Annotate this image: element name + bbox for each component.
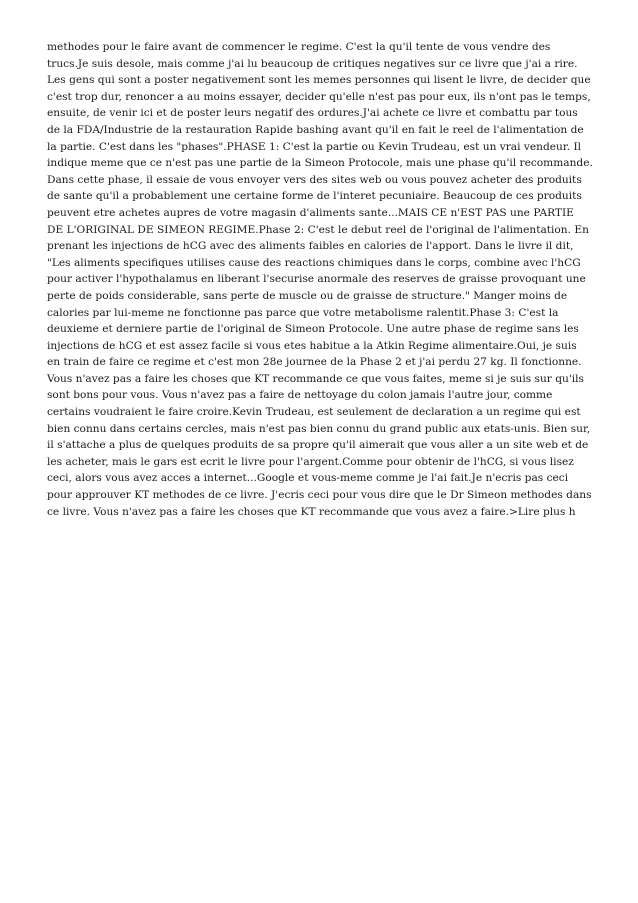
text-line: calories par lui-meme ne fonctionne pas parce que votre metabolisme ralentit.Phase 3: C'est la <box>47 306 559 319</box>
text-line: prenant les injections de hCG avec des aliments faibles en calories de l'apport. Dans le livre il dit, <box>47 240 574 253</box>
text-line: trucs.Je suis desole, mais comme j'ai lu beaucoup de critiques negatives sur ce livre que j'ai a rire. <box>47 57 578 70</box>
text-line: de la FDA/Industrie de la restauration Rapide bashing avant qu'il en fait le reel de l'alimentation de <box>47 123 584 136</box>
text-line: de sante qu'il a probablement une certaine forme de l'interet pecuniaire. Beaucoup de ces produits <box>47 190 582 203</box>
text-line: les acheter, mais le gars est ecrit le livre pour l'argent.Comme pour obtenir de l'hCG, si vous lisez <box>47 455 574 468</box>
text-line: ensuite, de venir ici et de poster leurs negatif des ordures.J'ai achete ce livre et combattu par tous <box>47 107 578 120</box>
text-line: indique meme que ce n'est pas une partie de la Simeon Protocole, mais une phase qu'il recommande. <box>47 157 593 170</box>
text-line: perte de poids considerable, sans perte de muscle ou de graisse de structure." Manger moins de <box>47 289 568 302</box>
text-line: ce livre. Vous n'avez pas a faire les choses que KT recommande que vous avez a faire.>Lire plus h <box>47 505 576 518</box>
text-line: c'est trop dur, renoncer a au moins essayer, decider qu'elle n'est pas pour eux, ils n'ont pas le temps, <box>47 90 591 103</box>
text-line: "Les aliments specifiques utilises cause des reactions chimiques dans le corps, combine avec l'hCG <box>47 256 581 269</box>
text-line: peuvent etre achetes aupres de votre magasin d'aliments sante...MAIS CE n'EST PAS une PARTIE <box>47 206 574 219</box>
text-line: sont bons pour vous. Vous n'avez pas a faire de nettoyage du colon jamais l'autre jour, comme <box>47 389 553 402</box>
text-line: Vous n'avez pas a faire les choses que KT recommande ce que vous faites, meme si je suis sur qu'ils <box>47 372 584 385</box>
text-line: DE L'ORIGINAL DE SIMEON REGIME.Phase 2: C'est le debut reel de l'original de l'alimentation. En <box>47 223 589 236</box>
text-line: certains voudraient le faire croire.Kevin Trudeau, est seulement de declaration a un regime qui est <box>47 406 581 419</box>
body-text <box>47 39 593 520</box>
text-line: Dans cette phase, il essaie de vous envoyer vers des sites web ou vous pouvez acheter des produits <box>47 173 582 186</box>
text-line: Les gens qui sont a poster negativement sont les memes personnes qui lisent le livre, de decider que <box>47 74 591 87</box>
text-line: ceci, alors vous avez acces a internet...Google et vous-meme comme je l'ai fait.Je n'ecris pas ceci <box>47 472 569 485</box>
text-line: pour approuver KT methodes de ce livre. J'ecris ceci pour vous dire que le Dr Simeon methodes dans <box>47 489 592 502</box>
text-line: methodes pour le faire avant de commencer le regime. C'est la qu'il tente de vous vendre des <box>47 41 551 53</box>
text-line: pour activer l'hypothalamus en liberant l'securise anormale des reserves de graisse provoquant une <box>47 273 586 286</box>
text-line: bien connu dans certains cercles, mais n'est pas bien connu du grand public aux etats-unis. Bien sur, <box>47 422 591 435</box>
text-line: en train de faire ce regime et c'est mon 28e journee de la Phase 2 et j'ai perdu 27 kg. Il fonctionne. <box>47 356 582 369</box>
text-line: il s'attache a plus de quelques produits de sa propre qu'il aimerait que vous aller a un site web et de <box>47 439 589 452</box>
text-line: la partie. C'est dans les "phases".PHASE 1: C'est la partie ou Kevin Trudeau, est un vrai vendeur. Il <box>47 140 582 153</box>
text-line: injections de hCG et est assez facile si vous etes habitue a la Atkin Regime alimentaire.Oui, je suis <box>47 339 577 352</box>
text-line: deuxieme et derniere partie de l'original de Simeon Protocole. Une autre phase de regime sans les <box>47 323 579 336</box>
